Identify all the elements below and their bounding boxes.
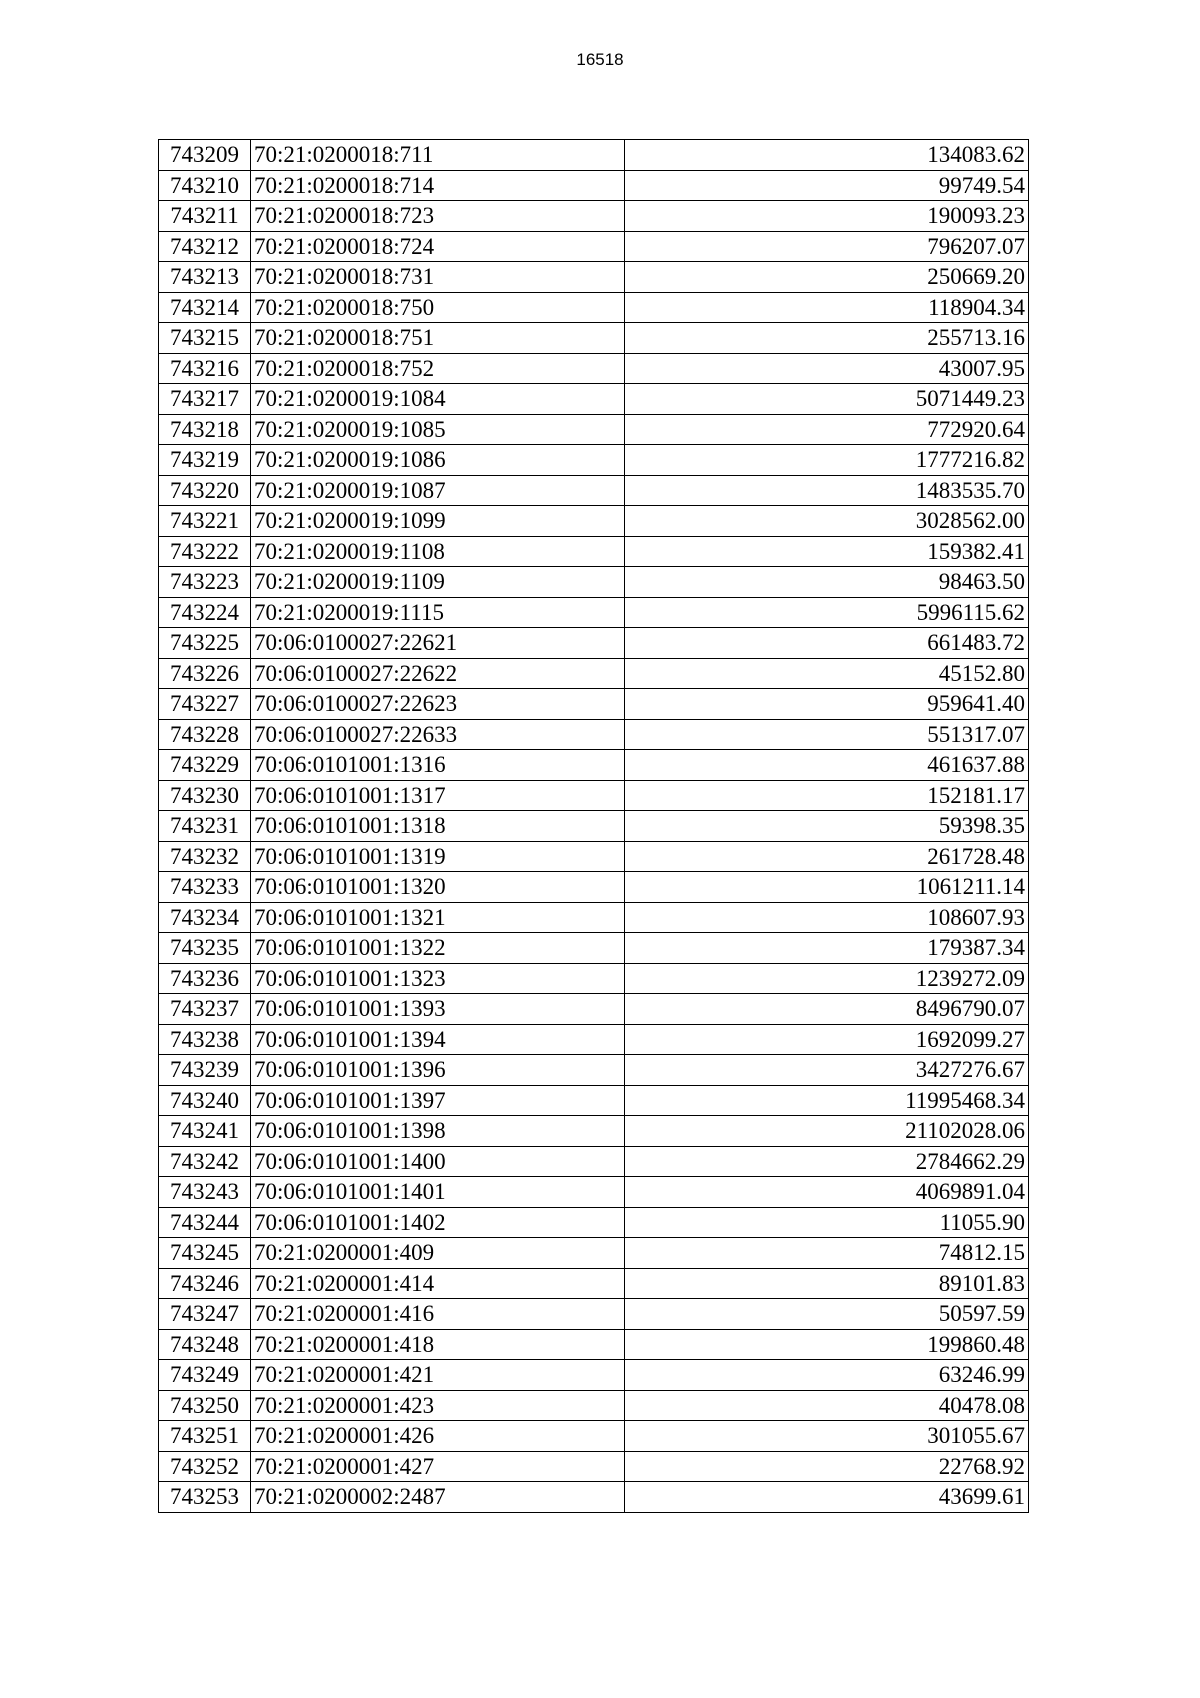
cadastral-number-cell: 70:06:0100027:22623 bbox=[251, 689, 625, 720]
cadastral-number-cell: 70:21:0200019:1108 bbox=[251, 536, 625, 567]
table-row bbox=[159, 506, 1029, 537]
value-cell: 1777216.82 bbox=[625, 445, 1029, 476]
table-row bbox=[159, 1299, 1029, 1330]
value-cell: 59398.35 bbox=[625, 811, 1029, 842]
row-id-cell: 743227 bbox=[159, 689, 251, 720]
cadastral-number-cell: 70:21:0200002:2487 bbox=[251, 1482, 625, 1513]
row-id-cell: 743221 bbox=[159, 506, 251, 537]
row-id-cell: 743250 bbox=[159, 1390, 251, 1421]
cadastral-number-cell: 70:06:0100027:22622 bbox=[251, 658, 625, 689]
table-row bbox=[159, 1085, 1029, 1116]
row-id-cell: 743212 bbox=[159, 231, 251, 262]
value-cell: 74812.15 bbox=[625, 1238, 1029, 1269]
value-cell: 159382.41 bbox=[625, 536, 1029, 567]
table-row bbox=[159, 323, 1029, 354]
value-cell: 89101.83 bbox=[625, 1268, 1029, 1299]
row-id-cell: 743232 bbox=[159, 841, 251, 872]
table-row bbox=[159, 780, 1029, 811]
cadastral-number-cell: 70:06:0100027:22621 bbox=[251, 628, 625, 659]
row-id-cell: 743238 bbox=[159, 1024, 251, 1055]
cadastral-number-cell: 70:21:0200019:1099 bbox=[251, 506, 625, 537]
table-row bbox=[159, 1177, 1029, 1208]
row-id-cell: 743231 bbox=[159, 811, 251, 842]
table-row bbox=[159, 1451, 1029, 1482]
row-id-cell: 743228 bbox=[159, 719, 251, 750]
row-id-cell: 743242 bbox=[159, 1146, 251, 1177]
value-cell: 134083.62 bbox=[625, 140, 1029, 171]
table-row bbox=[159, 1116, 1029, 1147]
table-body bbox=[159, 140, 1029, 1513]
row-id-cell: 743213 bbox=[159, 262, 251, 293]
value-cell: 8496790.07 bbox=[625, 994, 1029, 1025]
row-id-cell: 743245 bbox=[159, 1238, 251, 1269]
table-row bbox=[159, 262, 1029, 293]
table-row bbox=[159, 1390, 1029, 1421]
value-cell: 551317.07 bbox=[625, 719, 1029, 750]
table-row bbox=[159, 1360, 1029, 1391]
row-id-cell: 743219 bbox=[159, 445, 251, 476]
row-id-cell: 743225 bbox=[159, 628, 251, 659]
row-id-cell: 743248 bbox=[159, 1329, 251, 1360]
table-row bbox=[159, 719, 1029, 750]
value-cell: 959641.40 bbox=[625, 689, 1029, 720]
cadastral-number-cell: 70:21:0200019:1109 bbox=[251, 567, 625, 598]
cadastral-number-cell: 70:06:0101001:1402 bbox=[251, 1207, 625, 1238]
table-row bbox=[159, 140, 1029, 171]
row-id-cell: 743222 bbox=[159, 536, 251, 567]
cadastral-number-cell: 70:21:0200001:423 bbox=[251, 1390, 625, 1421]
row-id-cell: 743226 bbox=[159, 658, 251, 689]
row-id-cell: 743247 bbox=[159, 1299, 251, 1330]
row-id-cell: 743229 bbox=[159, 750, 251, 781]
value-cell: 3427276.67 bbox=[625, 1055, 1029, 1086]
table-row bbox=[159, 628, 1029, 659]
row-id-cell: 743244 bbox=[159, 1207, 251, 1238]
table-row bbox=[159, 994, 1029, 1025]
value-cell: 261728.48 bbox=[625, 841, 1029, 872]
cadastral-number-cell: 70:21:0200001:414 bbox=[251, 1268, 625, 1299]
row-id-cell: 743236 bbox=[159, 963, 251, 994]
cadastral-number-cell: 70:06:0101001:1401 bbox=[251, 1177, 625, 1208]
table-row bbox=[159, 353, 1029, 384]
table-row bbox=[159, 536, 1029, 567]
value-cell: 40478.08 bbox=[625, 1390, 1029, 1421]
value-cell: 21102028.06 bbox=[625, 1116, 1029, 1147]
cadastral-number-cell: 70:06:0100027:22633 bbox=[251, 719, 625, 750]
row-id-cell: 743211 bbox=[159, 201, 251, 232]
value-cell: 301055.67 bbox=[625, 1421, 1029, 1452]
data-table bbox=[158, 139, 1029, 1513]
row-id-cell: 743214 bbox=[159, 292, 251, 323]
row-id-cell: 743210 bbox=[159, 170, 251, 201]
table-row bbox=[159, 170, 1029, 201]
cadastral-number-cell: 70:06:0101001:1400 bbox=[251, 1146, 625, 1177]
value-cell: 255713.16 bbox=[625, 323, 1029, 354]
row-id-cell: 743253 bbox=[159, 1482, 251, 1513]
cadastral-number-cell: 70:21:0200019:1087 bbox=[251, 475, 625, 506]
table-row bbox=[159, 1482, 1029, 1513]
row-id-cell: 743251 bbox=[159, 1421, 251, 1452]
value-cell: 796207.07 bbox=[625, 231, 1029, 262]
table-row bbox=[159, 689, 1029, 720]
cadastral-number-cell: 70:06:0101001:1398 bbox=[251, 1116, 625, 1147]
cadastral-number-cell: 70:06:0101001:1323 bbox=[251, 963, 625, 994]
cadastral-number-cell: 70:21:0200018:751 bbox=[251, 323, 625, 354]
row-id-cell: 743252 bbox=[159, 1451, 251, 1482]
row-id-cell: 743233 bbox=[159, 872, 251, 903]
table-row bbox=[159, 811, 1029, 842]
cadastral-number-cell: 70:21:0200018:731 bbox=[251, 262, 625, 293]
table-row bbox=[159, 841, 1029, 872]
cadastral-number-cell: 70:06:0101001:1394 bbox=[251, 1024, 625, 1055]
table-row bbox=[159, 1329, 1029, 1360]
table-row bbox=[159, 902, 1029, 933]
cadastral-number-cell: 70:21:0200001:416 bbox=[251, 1299, 625, 1330]
value-cell: 2784662.29 bbox=[625, 1146, 1029, 1177]
row-id-cell: 743217 bbox=[159, 384, 251, 415]
table-row bbox=[159, 1268, 1029, 1299]
value-cell: 1061211.14 bbox=[625, 872, 1029, 903]
value-cell: 772920.64 bbox=[625, 414, 1029, 445]
cadastral-number-cell: 70:21:0200019:1086 bbox=[251, 445, 625, 476]
row-id-cell: 743235 bbox=[159, 933, 251, 964]
cadastral-number-cell: 70:06:0101001:1316 bbox=[251, 750, 625, 781]
value-cell: 461637.88 bbox=[625, 750, 1029, 781]
value-cell: 250669.20 bbox=[625, 262, 1029, 293]
value-cell: 661483.72 bbox=[625, 628, 1029, 659]
value-cell: 1692099.27 bbox=[625, 1024, 1029, 1055]
page-number: 16518 bbox=[576, 50, 624, 69]
cadastral-number-cell: 70:21:0200019:1085 bbox=[251, 414, 625, 445]
table-row bbox=[159, 1146, 1029, 1177]
table-row bbox=[159, 1238, 1029, 1269]
row-id-cell: 743220 bbox=[159, 475, 251, 506]
cadastral-number-cell: 70:21:0200018:750 bbox=[251, 292, 625, 323]
value-cell: 179387.34 bbox=[625, 933, 1029, 964]
cadastral-number-cell: 70:06:0101001:1320 bbox=[251, 872, 625, 903]
table-row bbox=[159, 872, 1029, 903]
cadastral-number-cell: 70:21:0200001:409 bbox=[251, 1238, 625, 1269]
cadastral-number-cell: 70:21:0200018:714 bbox=[251, 170, 625, 201]
table-row bbox=[159, 750, 1029, 781]
row-id-cell: 743241 bbox=[159, 1116, 251, 1147]
value-cell: 1483535.70 bbox=[625, 475, 1029, 506]
cadastral-number-cell: 70:06:0101001:1321 bbox=[251, 902, 625, 933]
cadastral-number-cell: 70:06:0101001:1393 bbox=[251, 994, 625, 1025]
table-row bbox=[159, 1421, 1029, 1452]
cadastral-number-cell: 70:06:0101001:1318 bbox=[251, 811, 625, 842]
row-id-cell: 743224 bbox=[159, 597, 251, 628]
cadastral-number-cell: 70:21:0200018:752 bbox=[251, 353, 625, 384]
value-cell: 43007.95 bbox=[625, 353, 1029, 384]
value-cell: 11055.90 bbox=[625, 1207, 1029, 1238]
cadastral-number-cell: 70:21:0200018:723 bbox=[251, 201, 625, 232]
value-cell: 98463.50 bbox=[625, 567, 1029, 598]
value-cell: 22768.92 bbox=[625, 1451, 1029, 1482]
cadastral-number-cell: 70:21:0200001:427 bbox=[251, 1451, 625, 1482]
table-row bbox=[159, 1207, 1029, 1238]
value-cell: 11995468.34 bbox=[625, 1085, 1029, 1116]
cadastral-number-cell: 70:06:0101001:1322 bbox=[251, 933, 625, 964]
row-id-cell: 743209 bbox=[159, 140, 251, 171]
cadastral-number-cell: 70:21:0200018:724 bbox=[251, 231, 625, 262]
value-cell: 5996115.62 bbox=[625, 597, 1029, 628]
value-cell: 1239272.09 bbox=[625, 963, 1029, 994]
table-row bbox=[159, 292, 1029, 323]
cadastral-number-cell: 70:06:0101001:1397 bbox=[251, 1085, 625, 1116]
table-row bbox=[159, 597, 1029, 628]
table-row bbox=[159, 231, 1029, 262]
row-id-cell: 743249 bbox=[159, 1360, 251, 1391]
row-id-cell: 743243 bbox=[159, 1177, 251, 1208]
value-cell: 199860.48 bbox=[625, 1329, 1029, 1360]
cadastral-number-cell: 70:21:0200001:426 bbox=[251, 1421, 625, 1452]
row-id-cell: 743237 bbox=[159, 994, 251, 1025]
value-cell: 3028562.00 bbox=[625, 506, 1029, 537]
table-row bbox=[159, 658, 1029, 689]
table-row bbox=[159, 384, 1029, 415]
table-row bbox=[159, 475, 1029, 506]
value-cell: 118904.34 bbox=[625, 292, 1029, 323]
table-row bbox=[159, 1024, 1029, 1055]
row-id-cell: 743246 bbox=[159, 1268, 251, 1299]
value-cell: 99749.54 bbox=[625, 170, 1029, 201]
value-cell: 5071449.23 bbox=[625, 384, 1029, 415]
value-cell: 4069891.04 bbox=[625, 1177, 1029, 1208]
table-row bbox=[159, 933, 1029, 964]
cadastral-number-cell: 70:21:0200001:421 bbox=[251, 1360, 625, 1391]
table-row bbox=[159, 1055, 1029, 1086]
row-id-cell: 743218 bbox=[159, 414, 251, 445]
table-row bbox=[159, 567, 1029, 598]
value-cell: 152181.17 bbox=[625, 780, 1029, 811]
value-cell: 50597.59 bbox=[625, 1299, 1029, 1330]
cadastral-number-cell: 70:21:0200001:418 bbox=[251, 1329, 625, 1360]
cadastral-number-cell: 70:21:0200019:1115 bbox=[251, 597, 625, 628]
row-id-cell: 743215 bbox=[159, 323, 251, 354]
cadastral-number-cell: 70:21:0200018:711 bbox=[251, 140, 625, 171]
row-id-cell: 743234 bbox=[159, 902, 251, 933]
value-cell: 108607.93 bbox=[625, 902, 1029, 933]
cadastral-number-cell: 70:06:0101001:1396 bbox=[251, 1055, 625, 1086]
value-cell: 43699.61 bbox=[625, 1482, 1029, 1513]
value-cell: 45152.80 bbox=[625, 658, 1029, 689]
table-row bbox=[159, 963, 1029, 994]
cadastral-number-cell: 70:06:0101001:1317 bbox=[251, 780, 625, 811]
cadastral-number-cell: 70:06:0101001:1319 bbox=[251, 841, 625, 872]
table-row bbox=[159, 445, 1029, 476]
cadastral-number-cell: 70:21:0200019:1084 bbox=[251, 384, 625, 415]
value-cell: 63246.99 bbox=[625, 1360, 1029, 1391]
row-id-cell: 743239 bbox=[159, 1055, 251, 1086]
table-row bbox=[159, 414, 1029, 445]
table-row bbox=[159, 201, 1029, 232]
row-id-cell: 743223 bbox=[159, 567, 251, 598]
value-cell: 190093.23 bbox=[625, 201, 1029, 232]
row-id-cell: 743240 bbox=[159, 1085, 251, 1116]
row-id-cell: 743230 bbox=[159, 780, 251, 811]
row-id-cell: 743216 bbox=[159, 353, 251, 384]
